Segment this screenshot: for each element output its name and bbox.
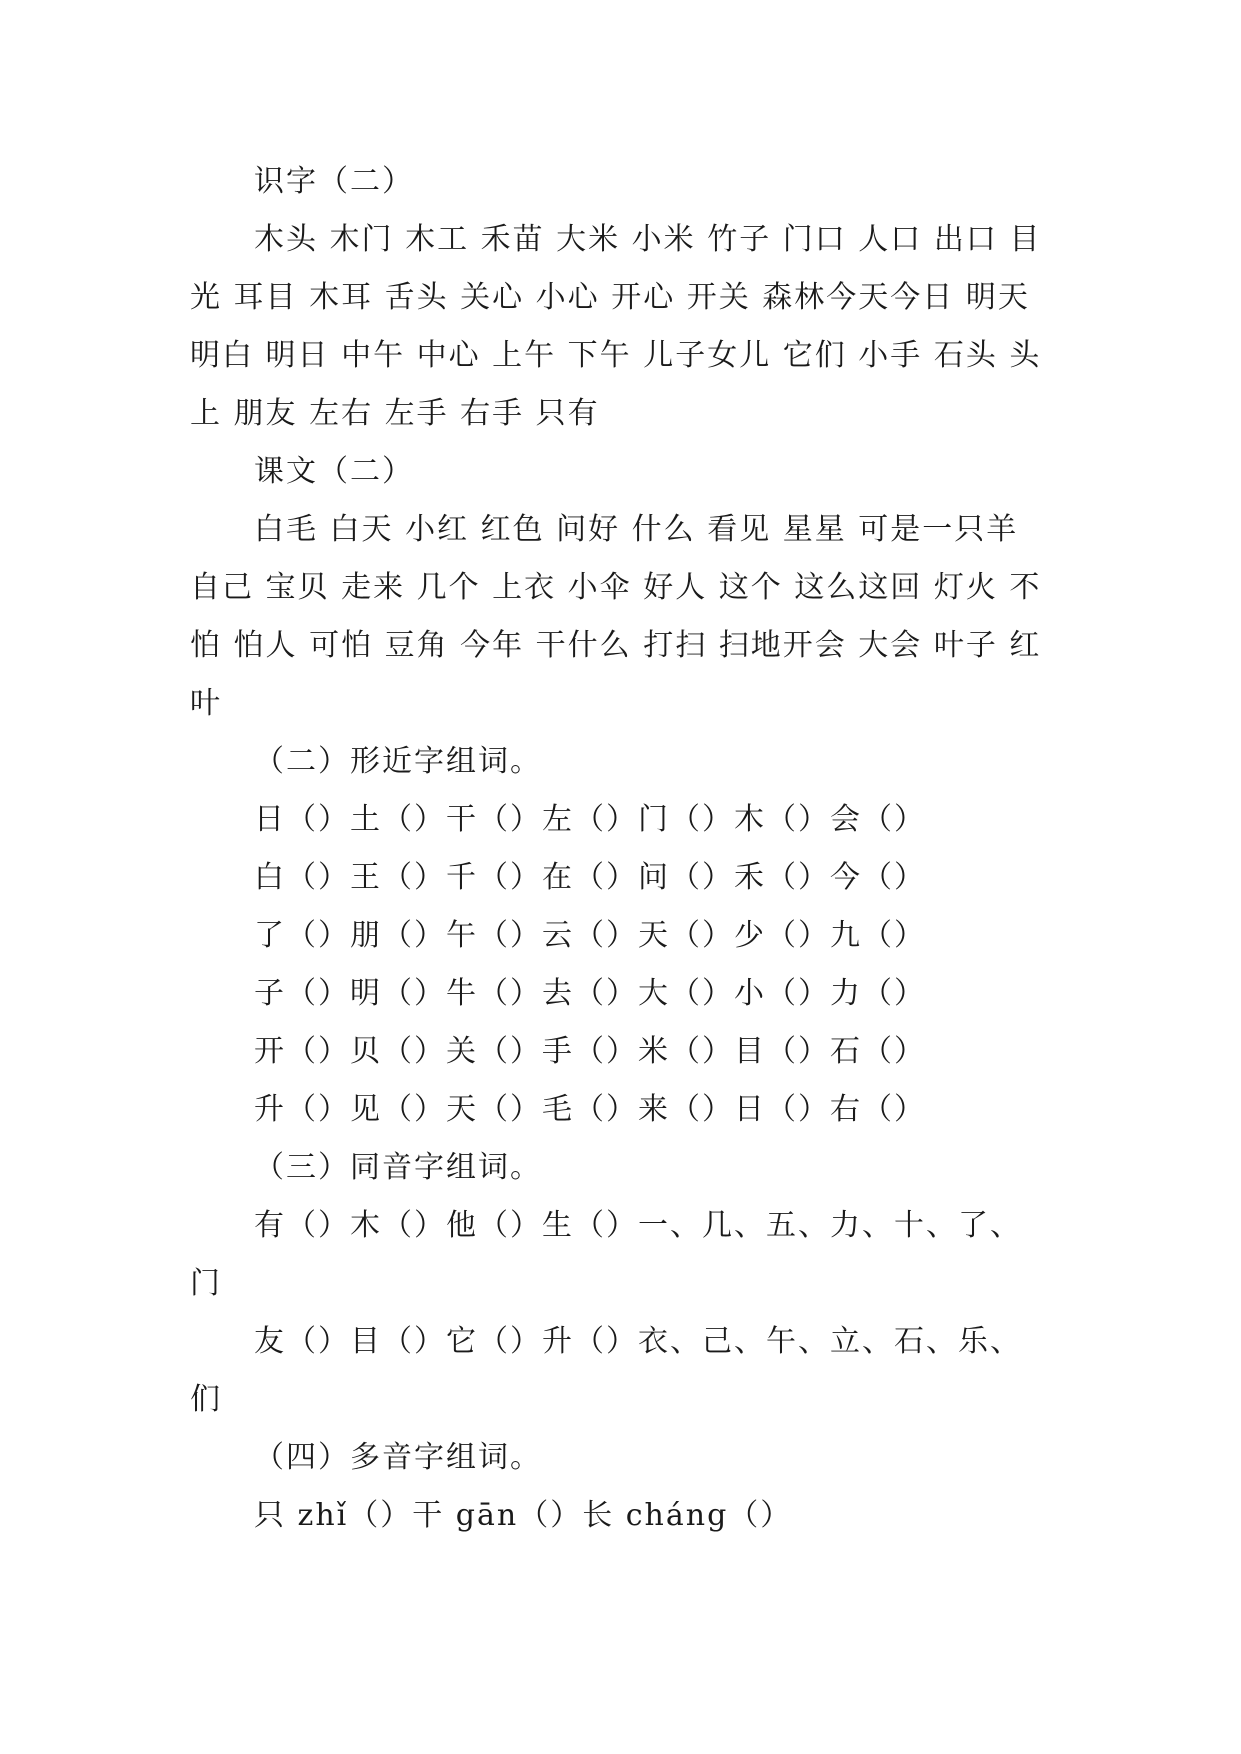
exercise-row: 只 zhǐ（）干 gān（）长 cháng（） — [254, 1498, 793, 1533]
section-heading-homophones: （三）同音字组词。 — [254, 1150, 542, 1185]
exercise-row: 日（）土（）干（）左（）门（）木（）会（） — [254, 802, 926, 837]
section-heading-lessons: 课文（二） — [254, 454, 414, 489]
exercise-row: 子（）明（）牛（）去（）大（）小（）力（） — [254, 976, 926, 1011]
word-list-literacy: 木头 木门 木工 禾苗 大米 小米 竹子 门口 人口 出口 目光 耳目 木耳 舌头 关心 小心 开心 开关 森林今天今日 明天 明白 明日 中午 中心 上午 下午 儿子女儿 它们 小手 石头 头上 朋友 左右 左手 右手 只有 — [190, 222, 1042, 431]
section-heading-similar-chars: （二）形近字组词。 — [254, 744, 542, 779]
exercise-row: 了（）朋（）午（）云（）天（）少（）九（） — [254, 918, 926, 953]
exercise-row: 升（）见（）天（）毛（）来（）日（）右（） — [254, 1092, 926, 1127]
exercise-row: 有（）木（）他（）生（）一、几、五、力、十、了、门 — [190, 1208, 1022, 1301]
word-list-lessons: 白毛 白天 小红 红色 问好 什么 看见 星星 可是一只羊 自己 宝贝 走来 几个 上衣 小伞 好人 这个 这么这回 灯火 不怕 怕人 可怕 豆角 今年 干什么 打扫 扫地开会 大会 叶子 红叶 — [190, 512, 1042, 721]
exercise-row: 开（）贝（）关（）手（）米（）目（）石（） — [254, 1034, 926, 1069]
section-heading-polyphones: （四）多音字组词。 — [254, 1440, 542, 1475]
document-body — [190, 153, 1050, 1545]
exercise-row: 友（）目（）它（）升（）衣、己、午、立、石、乐、们 — [190, 1324, 1022, 1417]
section-heading-literacy: 识字（二） — [254, 164, 414, 199]
exercise-row: 白（）王（）千（）在（）问（）禾（）今（） — [254, 860, 926, 895]
